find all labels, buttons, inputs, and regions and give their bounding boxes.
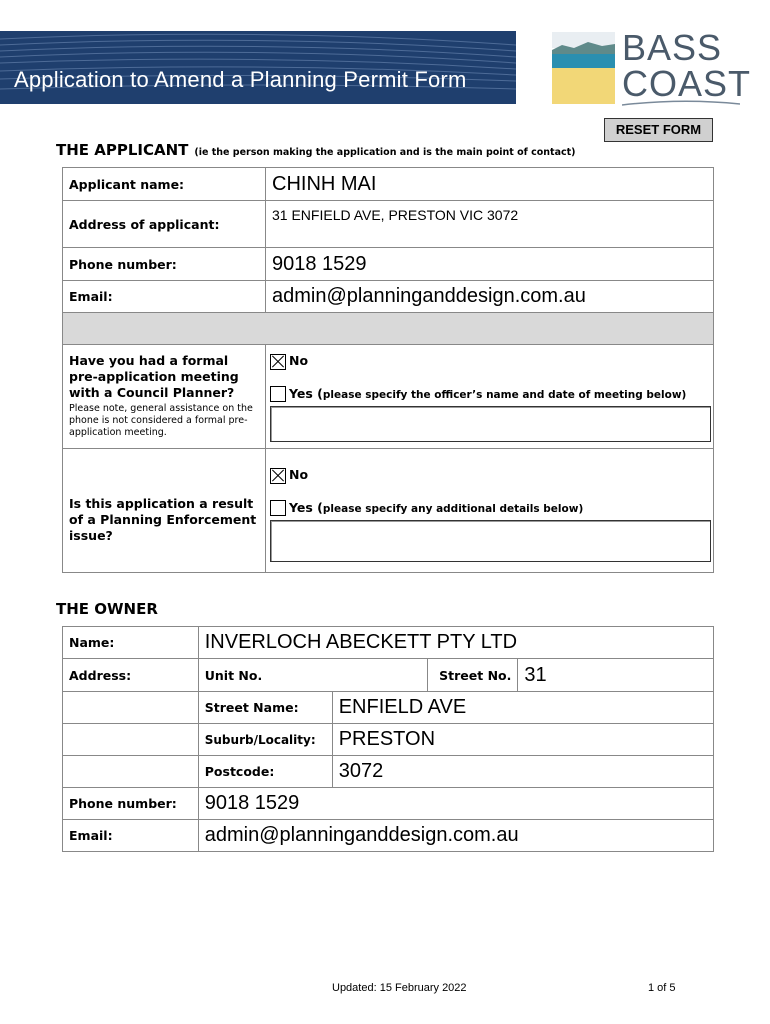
applicant-address-row [63, 201, 714, 248]
pre-application-no-label: No [289, 353, 309, 368]
applicant-email-label: Email: [63, 281, 266, 313]
enforcement-question-cell [63, 449, 266, 573]
header-banner [0, 31, 516, 104]
pre-application-row [63, 345, 714, 449]
applicant-address-label: Address of applicant: [63, 201, 266, 248]
pre-application-question-cell [63, 345, 266, 449]
grey-divider [63, 313, 714, 345]
owner-name-row [63, 627, 714, 659]
pre-application-yes-checkbox[interactable] [270, 386, 286, 402]
applicant-heading-text: THE APPLICANT [56, 141, 189, 159]
logo-word-coast: COAST [622, 63, 752, 104]
owner-postcode-field[interactable]: 3072 [332, 756, 713, 788]
owner-postcode-row [63, 756, 714, 788]
owner-name-label: Name: [63, 627, 199, 659]
enforcement-yes-option[interactable] [270, 500, 711, 517]
owner-blank-cell [63, 756, 199, 788]
enforcement-row [63, 449, 714, 573]
owner-suburb-row [63, 724, 714, 756]
owner-phone-label: Phone number: [63, 788, 199, 820]
owner-address-label: Address: [63, 659, 199, 692]
footer-updated: Updated: 15 February 2022 [332, 982, 467, 994]
applicant-name-row [63, 168, 714, 201]
enforcement-no-option[interactable] [270, 467, 711, 484]
applicant-name-label: Applicant name: [63, 168, 266, 201]
owner-street-name-label: Street Name: [198, 692, 332, 724]
owner-heading: THE OWNER [56, 600, 158, 618]
applicant-name-field[interactable]: CHINH MAI [266, 168, 714, 201]
pre-application-yes-option[interactable] [270, 386, 711, 403]
logo-mark-icon [552, 30, 615, 104]
owner-unit-label: Unit No. [198, 659, 428, 692]
owner-street-no-label: Street No. [428, 659, 518, 692]
enforcement-yes-note: please specify any additional details below) [322, 502, 584, 515]
owner-table [62, 626, 714, 852]
owner-street-name-row [63, 692, 714, 724]
divider-row [63, 313, 714, 345]
applicant-heading [56, 141, 576, 159]
applicant-heading-note: (ie the person making the application and is the main point of contact) [194, 147, 576, 158]
pre-application-details-input[interactable] [270, 406, 711, 442]
applicant-email-row [63, 281, 714, 313]
owner-email-field[interactable]: admin@planninganddesign.com.au [198, 820, 713, 852]
owner-address-row [63, 659, 714, 692]
page-title: Application to Amend a Planning Permit Form [14, 67, 467, 92]
applicant-email-field[interactable]: admin@planninganddesign.com.au [266, 281, 714, 313]
pre-application-no-checkbox[interactable] [270, 354, 286, 370]
logo-swoosh-icon [622, 100, 740, 106]
pre-application-yes-note: please specify the officer’s name and date of meeting below) [322, 388, 687, 401]
applicant-phone-field[interactable]: 9018 1529 [266, 248, 714, 281]
enforcement-yes-checkbox[interactable] [270, 500, 286, 516]
enforcement-answer-cell [266, 449, 714, 573]
pre-application-answer-cell [266, 345, 714, 449]
owner-suburb-label: Suburb/Locality: [198, 724, 332, 756]
owner-name-field[interactable]: INVERLOCH ABECKETT PTY LTD [198, 627, 713, 659]
applicant-phone-row [63, 248, 714, 281]
owner-suburb-field[interactable]: PRESTON [332, 724, 713, 756]
applicant-table [62, 167, 714, 573]
applicant-address-field[interactable]: 31 ENFIELD AVE, PRESTON VIC 3072 [266, 201, 714, 248]
enforcement-no-label: No [289, 467, 309, 482]
owner-blank-cell [63, 692, 199, 724]
owner-street-no-field[interactable]: 31 [518, 659, 714, 692]
enforcement-yes-label: Yes ( [289, 499, 323, 515]
owner-phone-row [63, 788, 714, 820]
bass-coast-logo [552, 27, 752, 106]
pre-application-yes-label: Yes ( [289, 385, 323, 401]
pre-application-note: Please note, general assistance on the phone is not considered a formal pre-application meeting. [69, 403, 253, 438]
owner-postcode-label: Postcode: [198, 756, 332, 788]
enforcement-no-checkbox[interactable] [270, 468, 286, 484]
footer-page-number: 1 of 5 [648, 982, 676, 994]
owner-blank-cell [63, 724, 199, 756]
enforcement-question: Is this application a result of a Planning Enforcement issue? [69, 495, 257, 543]
applicant-phone-label: Phone number: [63, 248, 266, 281]
owner-email-label: Email: [63, 820, 199, 852]
pre-application-question: Have you had a formal pre-application meeting with a Council Planner? [69, 353, 239, 400]
pre-application-no-option[interactable] [270, 353, 711, 370]
logo-word-bass: BASS [622, 27, 723, 68]
owner-email-row [63, 820, 714, 852]
reset-form-button[interactable]: RESET FORM [604, 118, 713, 142]
owner-street-name-field[interactable]: ENFIELD AVE [332, 692, 713, 724]
enforcement-details-input[interactable] [270, 520, 711, 562]
owner-phone-field[interactable]: 9018 1529 [198, 788, 713, 820]
